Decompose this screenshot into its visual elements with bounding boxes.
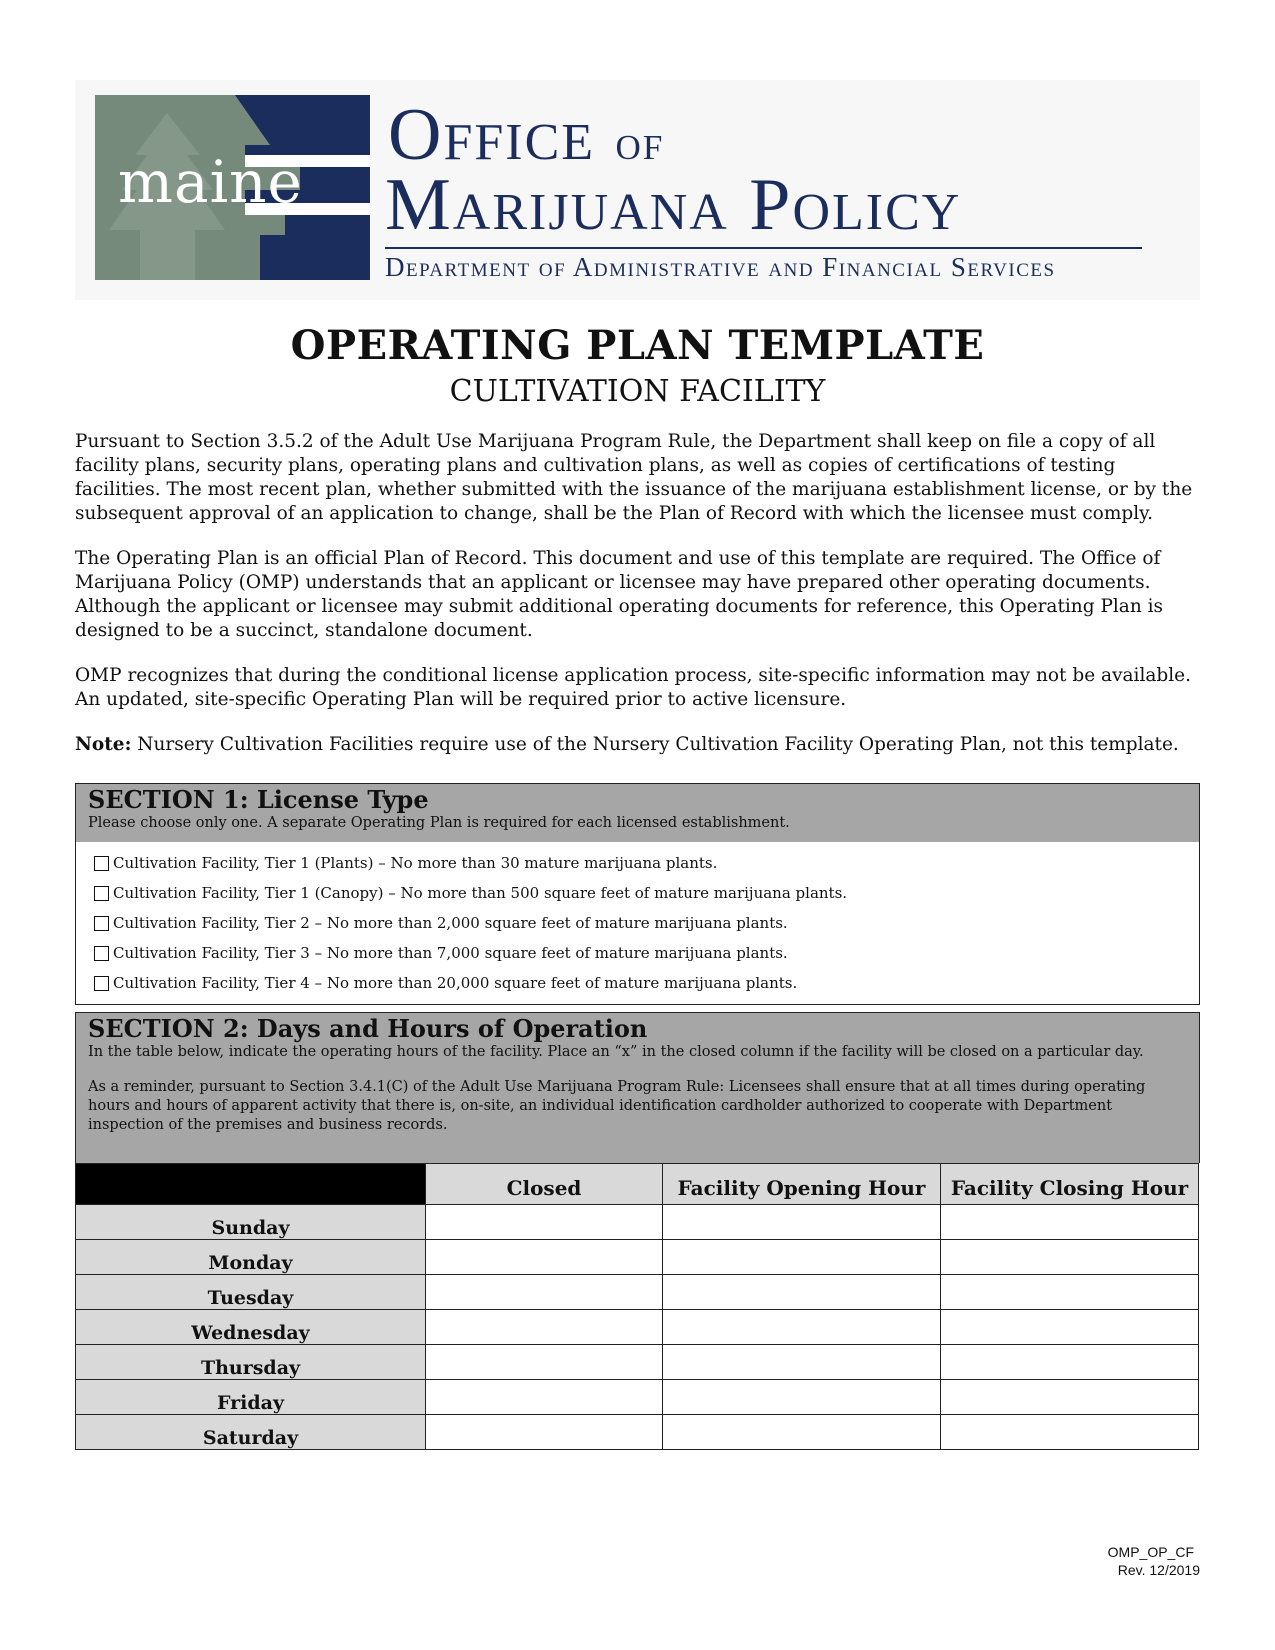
license-option-tier1-plants[interactable] (94, 848, 1199, 878)
document-title: OPERATING PLAN TEMPLATE (290, 322, 985, 369)
section-1-instruction: Please choose only one. A separate Operating Plan is required for each licensed establishment. (88, 815, 790, 831)
note-label: Note: (75, 734, 132, 755)
closing-hour-cell[interactable] (941, 1345, 1199, 1380)
opening-hour-cell[interactable] (663, 1205, 941, 1240)
day-label: Monday (76, 1240, 426, 1275)
intro-paragraph-1: Pursuant to Section 3.5.2 of the Adult Use Marijuana Program Rule, the Department shall keep on file a copy of all facility plans, security plans, operating plans and cultivation plans, as well as copies of certifications of testing facilities. The most recent plan, whether submitted with the issuance of the marijuana establishment license, or by the subsequent approval of an application to change, shall be the Plan of Record with which the licensee must comply. (75, 431, 1193, 524)
closing-hour-cell[interactable] (941, 1205, 1199, 1240)
opening-hour-cell[interactable] (663, 1380, 941, 1415)
opening-hour-cell[interactable] (663, 1275, 941, 1310)
license-type-options (76, 842, 1199, 1004)
license-option-tier4[interactable] (94, 968, 1199, 998)
intro-paragraph-2: The Operating Plan is an official Plan of Record. This document and use of this template are required. The Office of Marijuana Policy (OMP) understands that an applicant or licensee may have prepared other operating documents. Although the applicant or licensee may submit additional operating documents for reference, this Operating Plan is designed to be a succinct, standalone document. (75, 548, 1164, 641)
checkbox-icon[interactable] (94, 886, 109, 901)
form-id: OMP_OP_CF (1107, 1544, 1194, 1560)
section-1-license-type (75, 783, 1200, 1005)
day-label: Wednesday (76, 1310, 426, 1345)
column-header-opening-hour: Facility Opening Hour (663, 1164, 941, 1205)
checkbox-icon[interactable] (94, 916, 109, 931)
table-row (76, 1310, 1199, 1345)
intro-paragraph-3: OMP recognizes that during the conditional license application process, site-specific information may not be available. An updated, site-specific Operating Plan will be required prior to active licensure. (75, 665, 1191, 710)
closing-hour-cell[interactable] (941, 1380, 1199, 1415)
day-label: Thursday (76, 1345, 426, 1380)
hours-table-header-row (76, 1164, 1199, 1205)
hours-table (75, 1163, 1199, 1450)
opening-hour-cell[interactable] (663, 1240, 941, 1275)
form-revision: Rev. 12/2019 (1117, 1562, 1200, 1578)
column-header-closed: Closed (426, 1164, 663, 1205)
closing-hour-cell[interactable] (941, 1415, 1199, 1450)
closing-hour-cell[interactable] (941, 1275, 1199, 1310)
day-label: Tuesday (76, 1275, 426, 1310)
note-text: Nursery Cultivation Facilities require use of the Nursery Cultivation Facility Operating Plan, not this template. (131, 734, 1179, 755)
table-row (76, 1240, 1199, 1275)
table-row (76, 1205, 1199, 1240)
closed-cell[interactable] (426, 1310, 663, 1345)
closed-cell[interactable] (426, 1275, 663, 1310)
checkbox-icon[interactable] (94, 856, 109, 871)
license-option-tier1-canopy[interactable] (94, 878, 1199, 908)
opening-hour-cell[interactable] (663, 1310, 941, 1345)
logo-office-of: Office of (388, 94, 665, 176)
license-option-label: Cultivation Facility, Tier 2 – No more than 2,000 square feet of mature marijuana plants. (113, 914, 788, 932)
column-header-closing-hour: Facility Closing Hour (941, 1164, 1199, 1205)
table-row (76, 1380, 1199, 1415)
section-2-reminder: As a reminder, pursuant to Section 3.4.1(C) of the Adult Use Marijuana Program Rule: Licensees shall ensure that at all times during operating hours and hours of apparent activity that there is, on-site, an individual identification cardholder authorized to cooperate with Department inspection of the premises and business records. (88, 1079, 1146, 1133)
opening-hour-cell[interactable] (663, 1345, 941, 1380)
license-option-label: Cultivation Facility, Tier 3 – No more than 7,000 square feet of mature marijuana plants. (113, 944, 788, 962)
section-2-hours (75, 1012, 1200, 1163)
license-option-tier3[interactable] (94, 938, 1199, 968)
day-label: Friday (76, 1380, 426, 1415)
section-2-instruction: In the table below, indicate the operating hours of the facility. Place an “x” in the closed column if the facility will be closed on a particular day. (88, 1044, 1144, 1060)
license-option-label: Cultivation Facility, Tier 4 – No more than 20,000 square feet of mature marijuana plants. (113, 974, 798, 992)
table-row (76, 1345, 1199, 1380)
logo-agency-name: Marijuana Policy (385, 164, 962, 246)
table-row (76, 1275, 1199, 1310)
closed-cell[interactable] (426, 1240, 663, 1275)
table-row (76, 1415, 1199, 1450)
closed-cell[interactable] (426, 1345, 663, 1380)
day-label: Saturday (76, 1415, 426, 1450)
license-option-label: Cultivation Facility, Tier 1 (Plants) – No more than 30 mature marijuana plants. (113, 854, 718, 872)
closing-hour-cell[interactable] (941, 1310, 1199, 1345)
closing-hour-cell[interactable] (941, 1240, 1199, 1275)
checkbox-icon[interactable] (94, 976, 109, 991)
license-option-label: Cultivation Facility, Tier 1 (Canopy) – No more than 500 square feet of mature marijuana plants. (113, 884, 848, 902)
checkbox-icon[interactable] (94, 946, 109, 961)
section-1-header (76, 784, 1199, 842)
hours-table-corner (76, 1164, 426, 1205)
note-paragraph (75, 733, 1200, 757)
day-label: Sunday (76, 1205, 426, 1240)
license-option-tier2[interactable] (94, 908, 1199, 938)
closed-cell[interactable] (426, 1205, 663, 1240)
section-1-title: SECTION 1: License Type (88, 785, 429, 814)
logo-word: maine (118, 148, 303, 216)
section-2-header (76, 1013, 1199, 1163)
form-footer (1108, 1543, 1200, 1579)
opening-hour-cell[interactable] (663, 1415, 941, 1450)
document-subtitle: CULTIVATION FACILITY (449, 374, 826, 409)
closed-cell[interactable] (426, 1415, 663, 1450)
closed-cell[interactable] (426, 1380, 663, 1415)
section-2-title: SECTION 2: Days and Hours of Operation (88, 1014, 648, 1043)
logo-divider (385, 247, 1142, 249)
logo-department: Department of Administrative and Financial Services (385, 252, 1056, 282)
